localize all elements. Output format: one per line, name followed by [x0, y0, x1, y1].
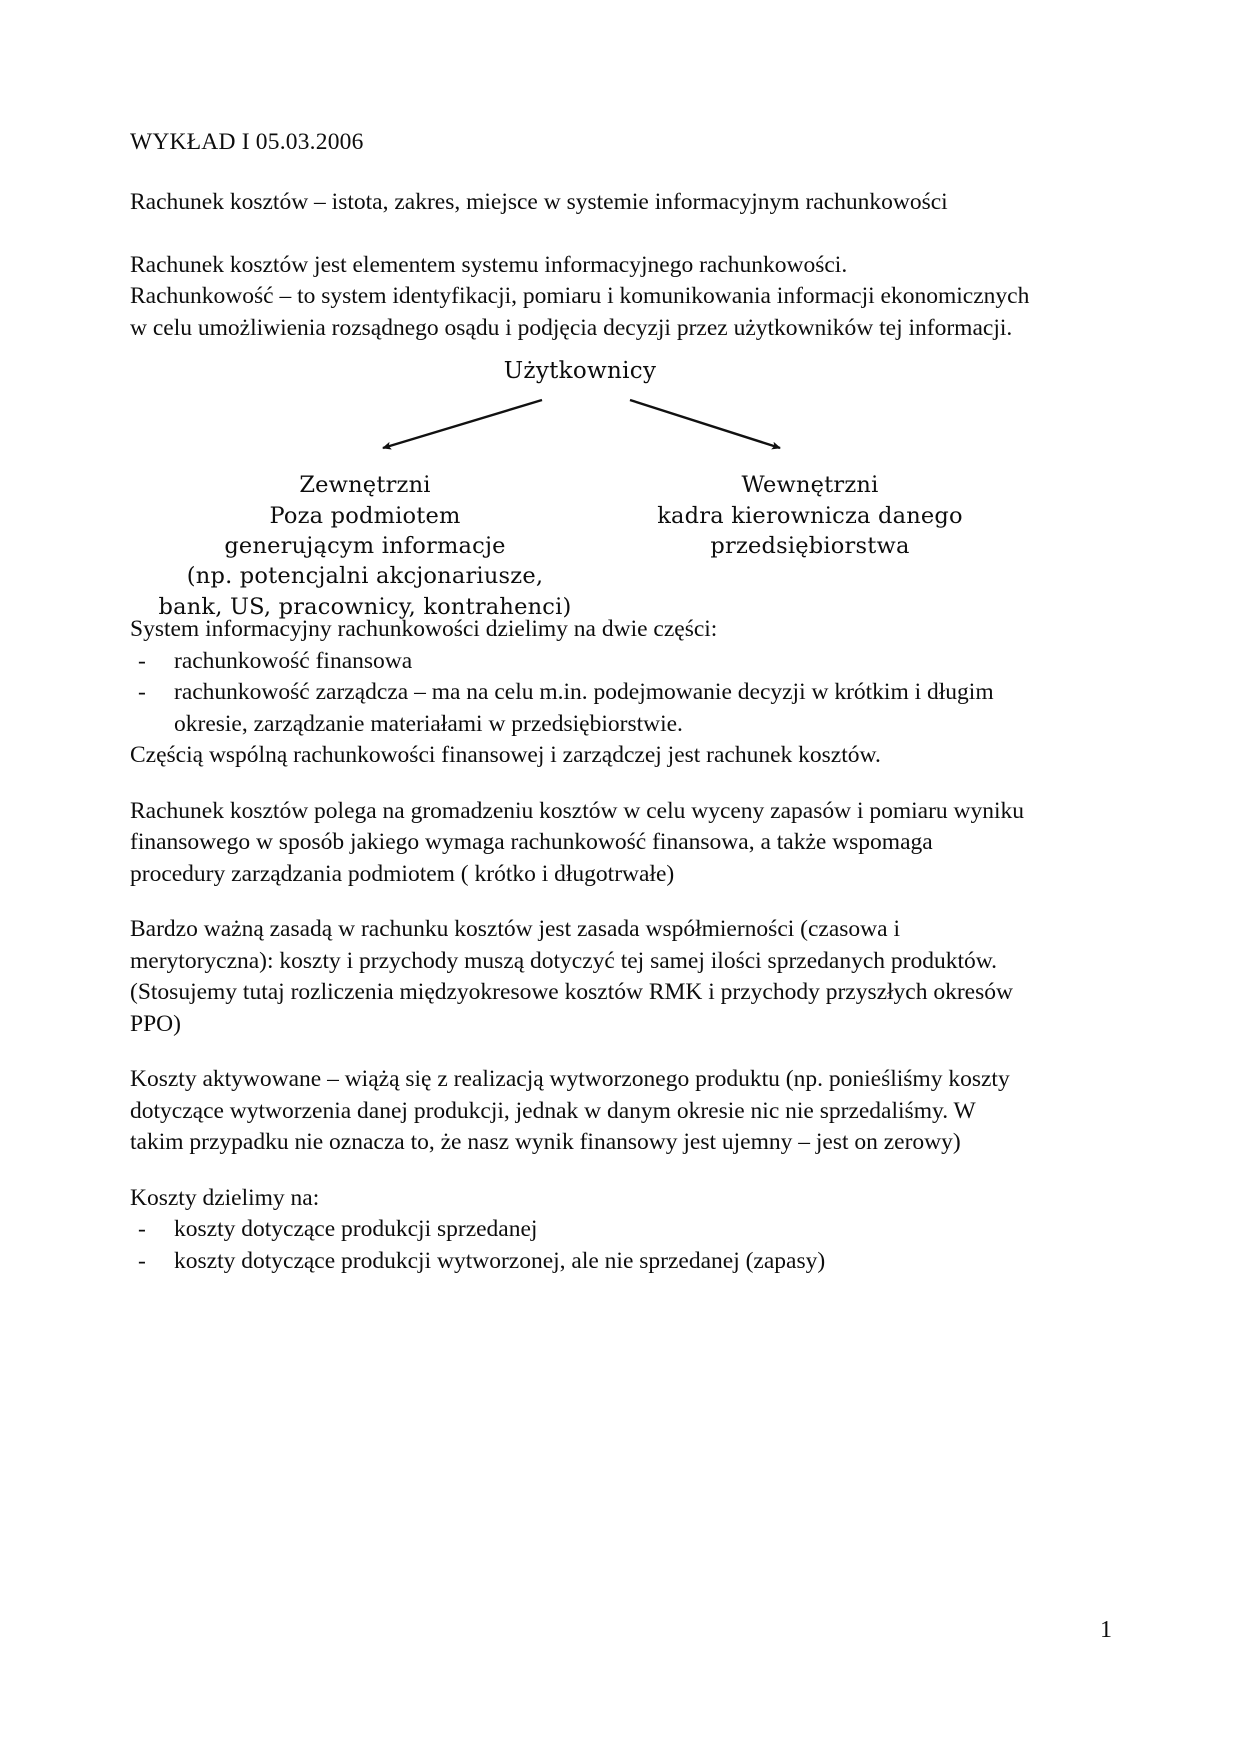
paragraph-activated-costs: Koszty aktywowane – wiążą się z realizacją wytworzonego produktu (np. ponieśliśmy koszty dotyczące wytworzenia danej produkcji, jednak w danym okresie nic nie sprzedaliśmy. W takim przypadku nie oznacza to, że nasz wynik finansowy jest ujemny – jest on zerowy): [130, 1066, 1010, 1156]
branch-external-line-2: generującym informacje: [224, 533, 506, 560]
arrow-to-external: [383, 400, 542, 448]
diagram-root-label: Użytkownicy: [503, 358, 657, 385]
diagram-branch-internal: [600, 470, 1020, 561]
list-item-text: koszty dotyczące produkcji sprzedanej: [174, 1216, 538, 1243]
costs-section-intro: Koszty dzielimy na:: [130, 1184, 320, 1211]
spacer: [130, 219, 1030, 250]
branch-internal-title: Wewnętrzni: [741, 472, 879, 499]
list-item: [130, 677, 1030, 740]
branch-external-line-1: Poza podmiotem: [269, 502, 461, 529]
list-item-text: rachunkowość finansowa: [174, 647, 413, 674]
spacer: [130, 890, 1030, 914]
arrow-to-internal: [630, 400, 780, 448]
list-marker: -: [138, 647, 146, 674]
list-item: [130, 646, 1030, 677]
spacer: [130, 1159, 1030, 1183]
list-item: [130, 1246, 1030, 1277]
branch-external-line-4: bank, US, pracownicy, kontrahenci): [158, 593, 572, 620]
branch-external-title: Zewnętrzni: [299, 472, 431, 499]
list-marker: -: [138, 1247, 146, 1274]
spacer: [130, 1040, 1030, 1064]
subject-line: Rachunek kosztów – istota, zakres, miejsce w systemie informacyjnym rachunkowości: [130, 189, 948, 216]
list-item: [130, 1214, 1030, 1245]
system-section-conclusion: Częścią wspólną rachunkowości finansowej i zarządczej jest rachunek kosztów.: [130, 742, 881, 769]
diagram-branch-external: [150, 470, 580, 622]
spacer: [130, 772, 1030, 796]
page-title: WYKŁAD I 05.03.2006: [130, 129, 364, 155]
page-number: 1: [1100, 1617, 1112, 1643]
branch-internal-line-2: przedsiębiorstwa: [710, 533, 910, 560]
users-diagram: [130, 358, 1030, 620]
branch-internal-line-1: kadra kierownicza danego: [657, 502, 963, 529]
intro-line-3: w celu umożliwienia rozsądnego osądu i podjęcia decyzji przez użytkowników tej informacji.: [130, 314, 1013, 341]
list-marker: -: [138, 679, 146, 706]
paragraph-matching-principle: Bardzo ważną zasadą w rachunku kosztów jest zasada współmierności (czasowa i merytoryczna): koszty i przychody muszą dotyczyć tej samej ilości sprzedanych produktów. (Stosujemy tutaj rozliczenia międzyokresowe kosztów RMK i przychody przyszłych okresów PPO): [130, 916, 1013, 1037]
system-section-intro: System informacyjny rachunkowości dzielimy na dwie części:: [130, 616, 718, 643]
branch-external-line-3: (np. potencjalni akcjonariusze,: [186, 563, 544, 590]
list-marker: -: [138, 1216, 146, 1243]
document-body: [130, 128, 1030, 1277]
intro-line-2: Rachunkowość – to system identyfikacji, pomiaru i komunikowania informacji ekonomicznych: [130, 283, 1030, 310]
costs-section-list: [130, 1214, 1030, 1277]
intro-line-1: Rachunek kosztów jest elementem systemu informacyjnego rachunkowości.: [130, 251, 848, 278]
system-section-list: [130, 646, 1030, 740]
list-item-text: koszty dotyczące produkcji wytworzonej, ale nie sprzedanej (zapasy): [174, 1247, 826, 1274]
list-item-text: rachunkowość zarządcza – ma na celu m.in. podejmowanie decyzji w krótkim i długim okresie, zarządzanie materiałami w przedsiębiorstwie.: [174, 679, 994, 737]
paragraph-cost-accounting: Rachunek kosztów polega na gromadzeniu kosztów w celu wyceny zapasów i pomiaru wyniku finansowego w sposób jakiego wymaga rachunkowość finansowa, a także wspomaga procedury zarządzania podmiotem ( krótko i długotrwałe): [130, 797, 1025, 887]
diagram-arrows: [130, 388, 1030, 468]
